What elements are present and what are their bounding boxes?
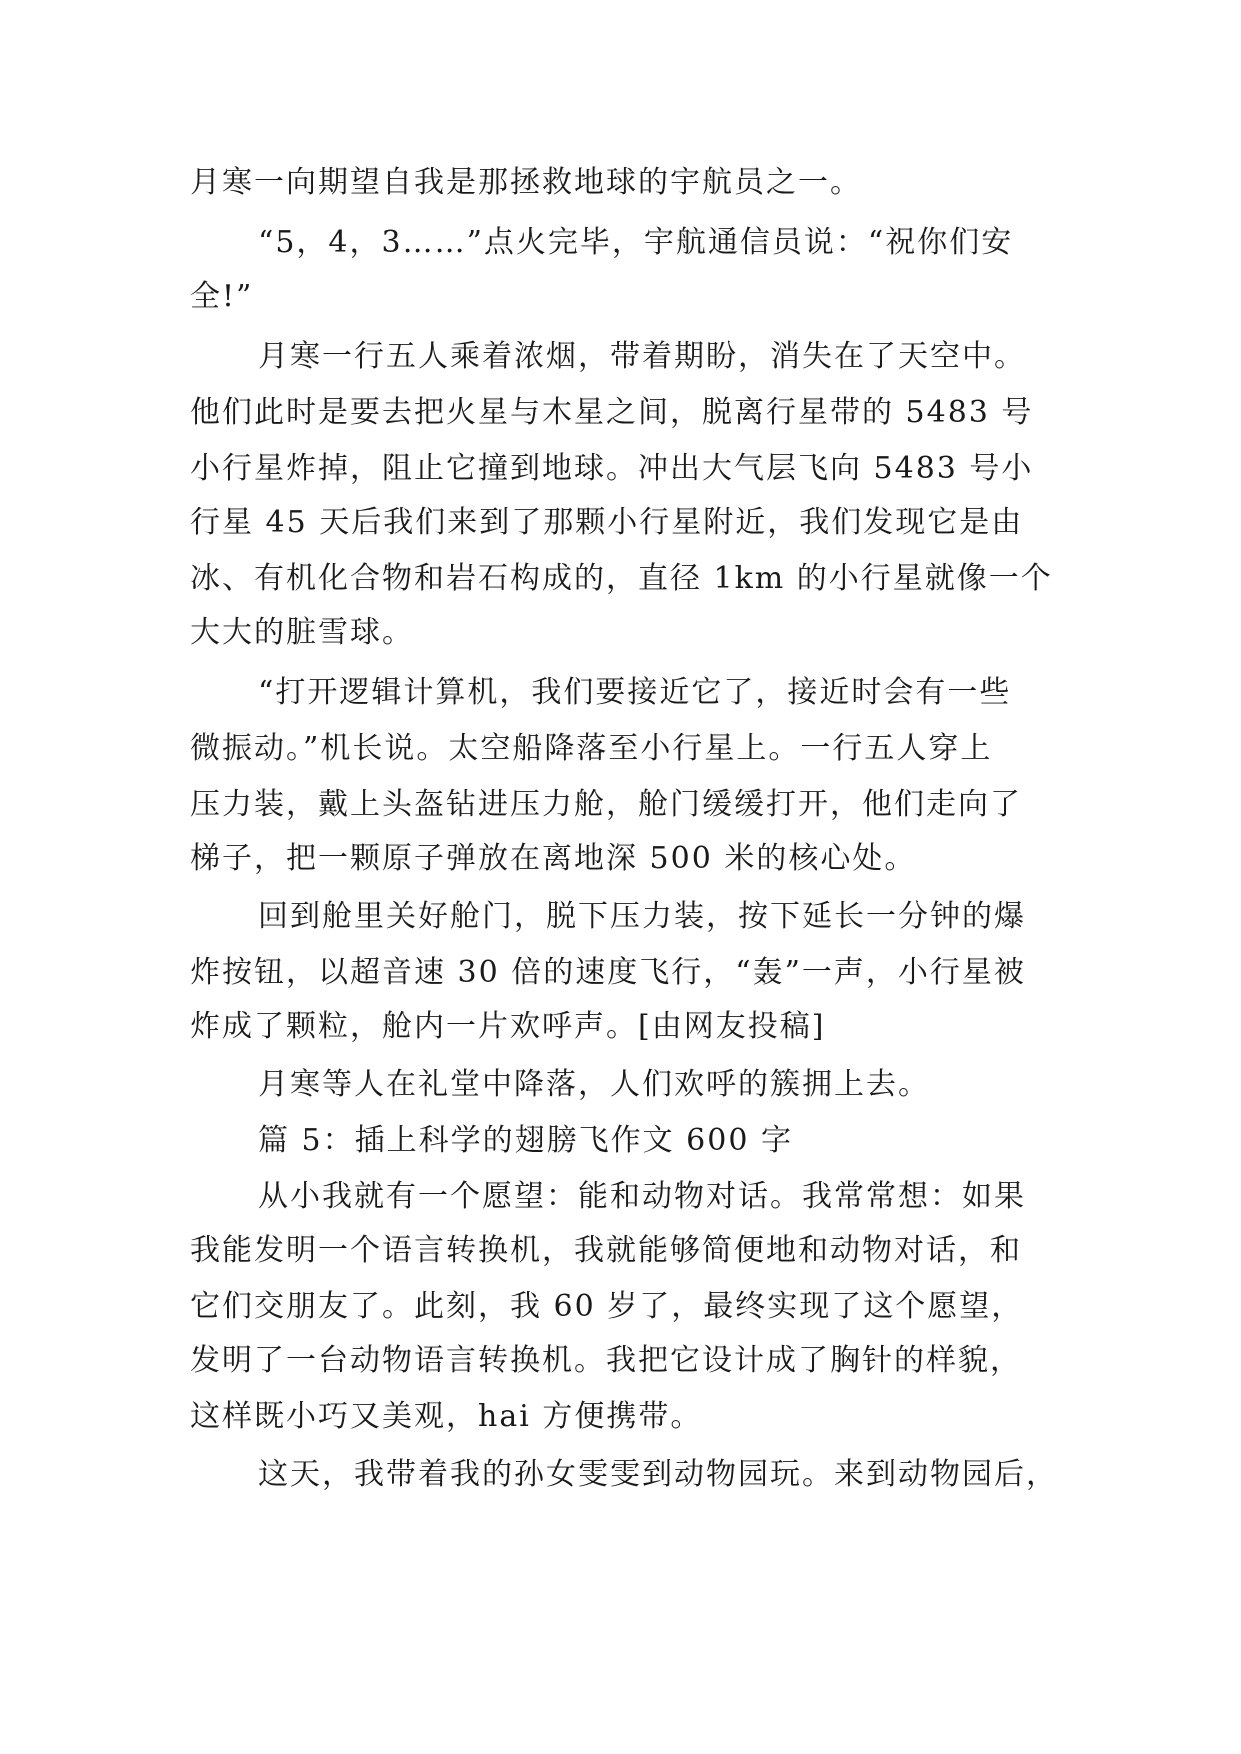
text-line: 月寒一行五人乘着浓烟，带着期盼，消失在了天空中。 bbox=[258, 339, 1026, 374]
text-line: 微振动。”机长说。太空船降落至小行星上。一行五人穿上 bbox=[190, 731, 993, 766]
text-line: 它们交朋友了。此刻，我 60 岁了，最终实现了这个愿望， bbox=[190, 1289, 1024, 1324]
text-line: 这天，我带着我的孙女雯雯到动物园玩。来到动物园后， bbox=[258, 1457, 1058, 1492]
text-line: 他们此时是要去把火星与木星之间，脱离行星带的 5483 号 bbox=[190, 395, 1034, 430]
text-line: 从小我就有一个愿望：能和动物对话。我常常想：如果 bbox=[258, 1179, 1026, 1214]
text-line: 炸按钮，以超音速 30 倍的速度飞行，“轰”一声，小行星被 bbox=[190, 955, 1026, 990]
text-line: 行星 45 天后我们来到了那颗小行星附近，我们发现它是由 bbox=[190, 505, 1024, 540]
text-line: 炸成了颗粒，舱内一片欢呼声。[由网友投稿] bbox=[190, 1009, 826, 1044]
text-line: “5，4，3……”点火完毕，宇航通信员说：“祝你们安 bbox=[258, 225, 1014, 260]
text-line: 梯子，把一颗原子弹放在离地深 500 米的核心处。 bbox=[190, 841, 917, 876]
text-line: 回到舱里关好舱门，脱下压力装，按下延长一分钟的爆 bbox=[258, 899, 1026, 934]
text-line: 小行星炸掉，阻止它撞到地球。冲出大气层飞向 5483 号小 bbox=[190, 451, 1034, 486]
text-line: 全!” bbox=[190, 279, 254, 314]
text-line: 大大的脏雪球。 bbox=[190, 615, 414, 650]
text-line: 发明了一台动物语言转换机。我把它设计成了胸针的样貌， bbox=[190, 1343, 1022, 1378]
text-line: “打开逻辑计算机，我们要接近它了，接近时会有一些 bbox=[258, 675, 1012, 710]
section-heading: 篇 5：插上科学的翅膀飞作文 600 字 bbox=[258, 1123, 793, 1158]
text-line: 月寒等人在礼堂中降落，人们欢呼的簇拥上去。 bbox=[258, 1067, 930, 1102]
text-line: 我能发明一个语言转换机，我就能够简便地和动物对话，和 bbox=[190, 1233, 1022, 1268]
text-line: 冰、有机化合物和岩石构成的，直径 1km 的小行星就像一个 bbox=[190, 561, 1053, 596]
text-line: 压力装，戴上头盔钻进压力舱，舱门缓缓打开，他们走向了 bbox=[190, 787, 1022, 822]
text-line: 这样既小巧又美观，hai 方便携带。 bbox=[190, 1399, 703, 1434]
text-line: 月寒一向期望自我是那拯救地球的宇航员之一。 bbox=[190, 165, 862, 200]
